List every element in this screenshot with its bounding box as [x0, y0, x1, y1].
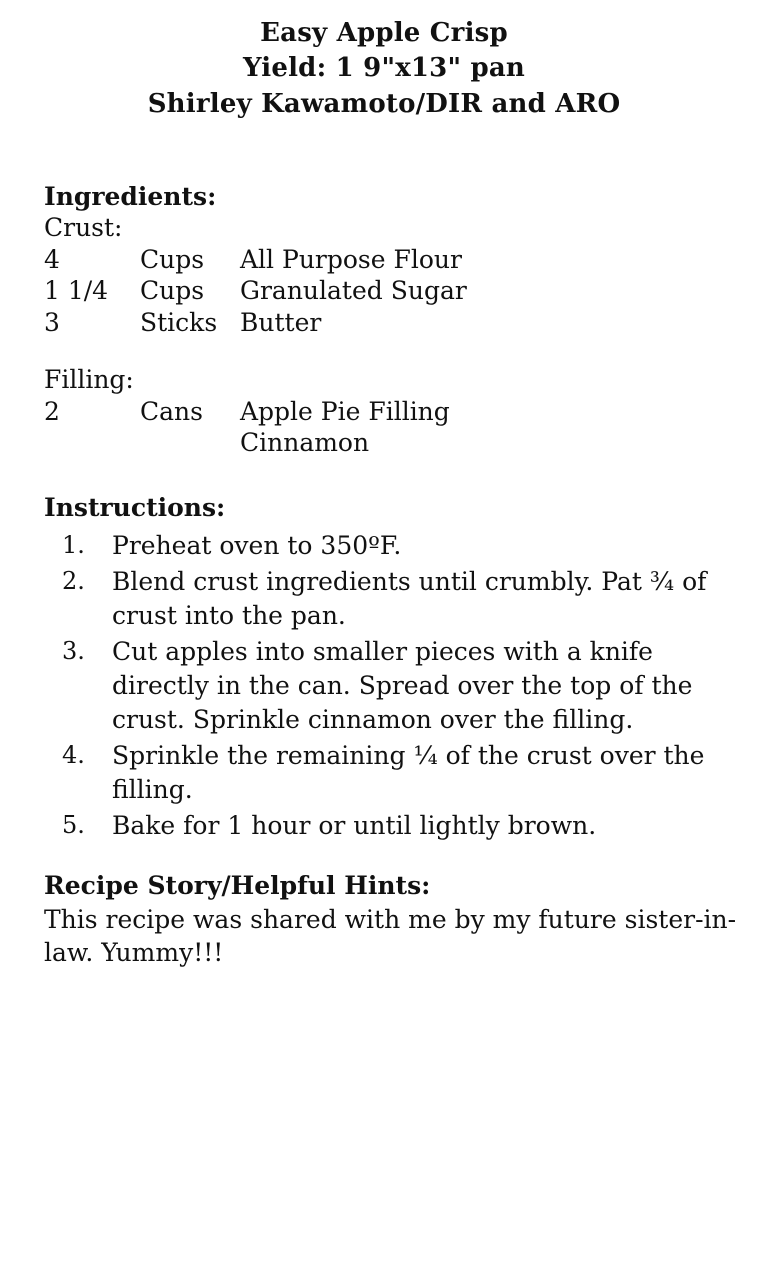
table-row — [44, 275, 467, 307]
recipe-title: Easy Apple Crisp — [260, 18, 508, 48]
spacer — [0, 122, 768, 156]
story-heading: Recipe Story/Helpful Hints: — [44, 870, 431, 900]
instructions-list — [44, 529, 738, 843]
ingredients-table-crust — [44, 244, 467, 339]
table-row — [44, 307, 467, 339]
recipe-author: Shirley Kawamoto/DIR and ARO — [147, 88, 621, 119]
story-text: This recipe was shared with me by my future sister-in-law. Yummy!!! — [44, 904, 737, 968]
step-text: Bake for 1 hour or until lightly brown. — [112, 810, 597, 840]
table-row — [44, 427, 450, 459]
ingredient-unit — [140, 427, 240, 459]
ingredient-unit: Cups — [140, 244, 205, 274]
step-number: 4. — [62, 740, 85, 769]
ingredient-name: Apple Pie Filling — [240, 396, 450, 426]
list-item — [44, 529, 738, 563]
spacer — [44, 338, 738, 364]
step-text: Preheat oven to 350ºF. — [112, 530, 402, 560]
spacer — [0, 156, 768, 182]
title-block — [0, 0, 768, 122]
ingredient-quantity: 1 1/4 — [44, 276, 109, 306]
step-text: Sprinkle the remaining ¼ of the crust over the filling. — [112, 740, 705, 804]
list-item — [44, 565, 738, 633]
recipe-yield: Yield: 1 9"x13" pan — [242, 53, 526, 84]
step-text: Blend crust ingredients until crumbly. Pat ¾ of crust into the pan. — [112, 566, 707, 630]
step-text: Cut apples into smaller pieces with a knife directly in the can. Spread over the top of the crust. Sprinkle cinnamon over the filling. — [112, 636, 693, 734]
ingredient-quantity: 3 — [44, 307, 60, 337]
ingredient-name: Granulated Sugar — [240, 276, 467, 306]
ingredient-quantity: 2 — [44, 396, 60, 426]
ingredient-unit: Cans — [140, 396, 203, 426]
step-number: 1. — [62, 530, 85, 559]
ingredients-heading: Ingredients: — [44, 182, 217, 212]
ingredient-quantity — [44, 427, 140, 459]
step-number: 3. — [62, 636, 85, 665]
list-item — [44, 809, 738, 843]
recipe-body — [0, 182, 768, 970]
list-item — [44, 635, 738, 737]
ingredient-name: All Purpose Flour — [240, 244, 462, 274]
instructions-heading: Instructions: — [44, 492, 226, 522]
spacer — [44, 845, 738, 871]
step-number: 2. — [62, 566, 85, 595]
table-row — [44, 396, 450, 428]
ingredient-name: Butter — [240, 307, 322, 337]
table-row — [44, 244, 467, 276]
step-number: 5. — [62, 810, 85, 839]
ingredient-unit: Sticks — [140, 307, 218, 337]
list-item — [44, 739, 738, 807]
spacer — [44, 459, 738, 493]
ingredient-quantity: 4 — [44, 244, 60, 274]
ingredients-table-filling — [44, 396, 450, 459]
ingredient-unit: Cups — [140, 276, 205, 306]
ingredient-group-label-crust: Crust: — [44, 213, 123, 243]
ingredient-name: Cinnamon — [240, 428, 370, 458]
ingredient-group-label-filling: Filling: — [44, 365, 134, 395]
